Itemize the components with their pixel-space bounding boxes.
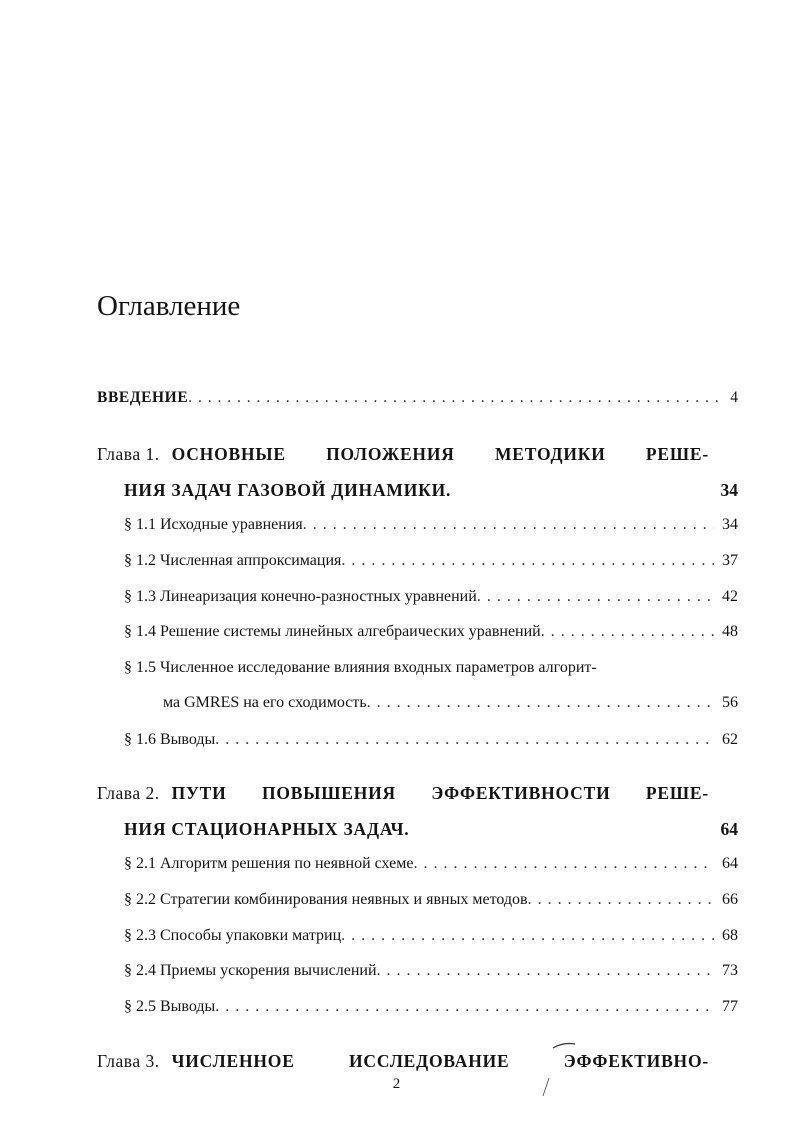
dot-leader [215,995,714,1019]
toc-section-label: § 1.3 Линеаризация конечно-разностных уравнений [124,588,477,605]
toc-section-label: § 1.6 Выводы [124,731,216,748]
toc-section-2-1[interactable] [124,852,738,876]
toc-page-number: 34 [722,516,738,533]
chapter-title-line2: НИЯ ЗАДАЧ ГАЗОВОЙ ДИНАМИКИ. [124,480,452,500]
toc-page-number: 77 [722,998,738,1015]
toc-page-number: 64 [720,819,738,839]
dot-leader [413,852,714,876]
toc-section-label: § 1.2 Численная аппроксимация [124,552,342,569]
toc-section-label: § 2.1 Алгоритм решения по неявной схеме [124,855,414,872]
toc-page-number: 62 [722,731,738,748]
toc-section-1-2[interactable] [124,549,738,573]
dot-leader [215,728,714,752]
chapter-title-line2: НИЯ СТАЦИОНАРНЫХ ЗАДАЧ. [124,819,410,839]
toc-page-number: 48 [722,623,738,640]
page-number: 2 [392,1076,401,1092]
chapter-number: Глава 3. [97,1051,160,1071]
dot-leader [341,924,714,948]
toc-page-number: 73 [722,962,738,979]
toc-page-number: 66 [722,891,738,908]
toc-section-1-5[interactable] [124,656,714,680]
page-title: Оглавление [97,290,241,322]
toc-section-label: § 2.4 Приемы ускорения вычислений [124,962,377,979]
toc-section-2-2[interactable] [124,888,738,912]
toc-section-1-4[interactable] [124,620,738,644]
toc-chapter-1-heading-cont[interactable] [124,477,738,503]
chapter-title-line1: ОСНОВНЫЕ ПОЛОЖЕНИЯ МЕТОДИКИ РЕШЕ- [171,444,709,464]
toc-chapter-2-heading[interactable] [97,780,709,806]
toc-section-1-3[interactable] [124,585,738,609]
dot-leader [377,959,714,983]
toc-chapter-3-heading[interactable] [97,1048,709,1074]
toc-page-number: 4 [730,389,738,406]
toc-page-number: 34 [720,480,738,500]
toc-entry-intro[interactable] [97,386,738,410]
toc-section-label-line1: § 1.5 Численное исследование влияния входных параметров алгорит- [124,659,597,676]
dot-leader [188,386,722,410]
toc-section-label-line2: ма GMRES на его сходимость [163,694,367,711]
chapter-title-line1: ПУТИ ПОВЫШЕНИЯ ЭФФЕКТИВНОСТИ РЕШЕ- [171,783,709,803]
toc-section-label: § 2.3 Способы упаковки матриц [124,927,342,944]
toc-chapter-2-heading-cont[interactable] [124,816,738,842]
dot-leader [541,620,714,644]
toc-page-number: 68 [722,927,738,944]
toc-section-label: § 2.5 Выводы [124,998,216,1015]
toc-section-2-5[interactable] [124,995,738,1019]
toc-section-label: § 1.4 Решение системы линейных алгебраических уравнений [124,623,541,640]
toc-section-1-1[interactable] [124,513,738,537]
toc-page-number: 64 [722,855,738,872]
toc-section-label: § 2.2 Стратегии комбинирования неявных и явных методов [124,891,528,908]
chapter-number: Глава 2. [97,783,160,803]
toc-page-number: 37 [722,552,738,569]
toc-page-number: 42 [722,588,738,605]
toc-section-1-5-cont[interactable] [163,691,738,715]
toc-page-number: 56 [722,694,738,711]
chapter-title-line1: ЧИСЛЕННОЕ ИССЛЕДОВАНИЕ ЭФФЕКТИВНО- [171,1051,709,1071]
toc-section-label: § 1.1 Исходные уравнения [124,516,303,533]
toc-section-1-6[interactable] [124,728,738,752]
dot-leader [528,888,714,912]
dot-leader [367,691,714,715]
chapter-number: Глава 1. [97,444,160,464]
toc-chapter-1-heading[interactable] [97,441,709,467]
toc-section-2-4[interactable] [124,959,738,983]
dot-leader [477,585,714,609]
toc-section-2-3[interactable] [124,924,738,948]
dot-leader [341,549,714,573]
toc-intro-label: ВВЕДЕНИЕ [97,389,189,406]
dot-leader [303,513,714,537]
